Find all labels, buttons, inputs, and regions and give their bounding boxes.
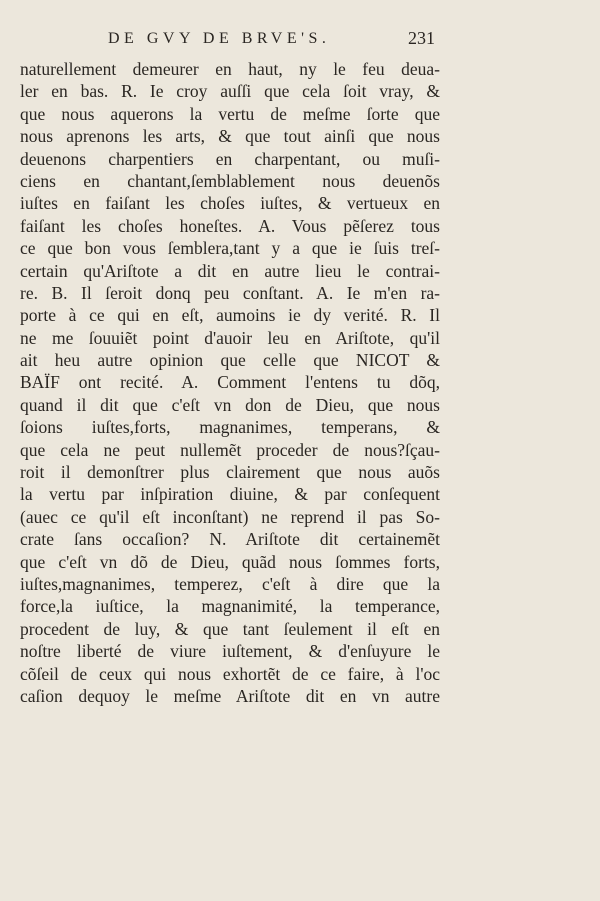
text-line: iuſtes en faiſant les choſes iuſtes, & vertueux en <box>20 193 440 214</box>
page-header <box>0 28 600 54</box>
body-text <box>20 58 440 707</box>
text-line: ce que bon vous ſemblera,tant y a que ie ſuis treſ- <box>20 238 440 259</box>
text-line: ſoions iuſtes,forts, magnanimes, temperans, & <box>20 417 440 438</box>
text-line: nous aprenons les arts, & que tout ainſi que nous <box>20 126 440 147</box>
text-line: deuenons charpentiers en charpentant, ou muſi- <box>20 148 440 169</box>
text-line: procedent de luy, & que tant ſeulement il eſt en <box>20 618 440 639</box>
text-line: roit il demonſtrer plus clairement que nous auõs <box>20 462 440 483</box>
text-line: force,la iuſtice, la magnanimité, la temperance, <box>20 596 440 617</box>
text-line: quand il dit que c'eſt vn don de Dieu, que nous <box>20 394 440 415</box>
text-line: faiſant les choſes honeſtes. A. Vous pẽſerez tous <box>20 215 440 236</box>
text-line: que nous aquerons la vertu de meſme ſorte que <box>20 103 440 124</box>
text-line: ler en bas. R. Ie croy auſſi que cela ſoit vray, & <box>20 81 440 102</box>
text-line: caſion dequoy le meſme Ariſtote dit en vn autre <box>20 685 440 706</box>
text-line: noſtre liberté de viure iuſtement, & d'enſuyure le <box>20 641 440 662</box>
text-line: crate ſans occaſion? N. Ariſtote dit certainemẽt <box>20 529 440 550</box>
text-line: ait heu autre opinion que celle que NICOT & <box>20 350 440 371</box>
text-line: que cela ne peut nullemẽt proceder de nous?ſçau- <box>20 439 440 460</box>
text-line: ciens en chantant,ſemblablement nous deuenõs <box>20 170 440 191</box>
text-line: (auec ce qu'il eſt inconſtant) ne reprend il pas So- <box>20 506 440 527</box>
text-line: naturellement demeurer en haut, ny le feu deua- <box>20 59 440 79</box>
text-line: porte à ce qui en eſt, aumoins ie dy verité. R. Il <box>20 305 440 326</box>
text-line: que c'eſt vn dõ de Dieu, quãd nous ſommes forts, <box>20 551 440 572</box>
text-line: re. B. Il ſeroit donq peu conſtant. A. Ie m'en ra- <box>20 282 440 303</box>
text-line: ne me ſouuiẽt point d'auoir leu en Ariſtote, qu'il <box>20 327 440 348</box>
text-line: iuſtes,magnanimes, temperez, c'eſt à dire que la <box>20 573 440 594</box>
text-line: la vertu par inſpiration diuine, & par conſequent <box>20 484 440 505</box>
running-title: DE GVY DE BRVE'S. <box>108 30 331 47</box>
text-line: BAÏF ont recité. A. Comment l'entens tu dõq, <box>20 372 440 393</box>
text-line: cõſeil de ceux qui nous exhortẽt de ce faire, à l'oc <box>20 663 440 684</box>
page-number: 231 <box>408 28 435 48</box>
text-line: certain qu'Ariſtote a dit en autre lieu le contrai- <box>20 260 440 281</box>
